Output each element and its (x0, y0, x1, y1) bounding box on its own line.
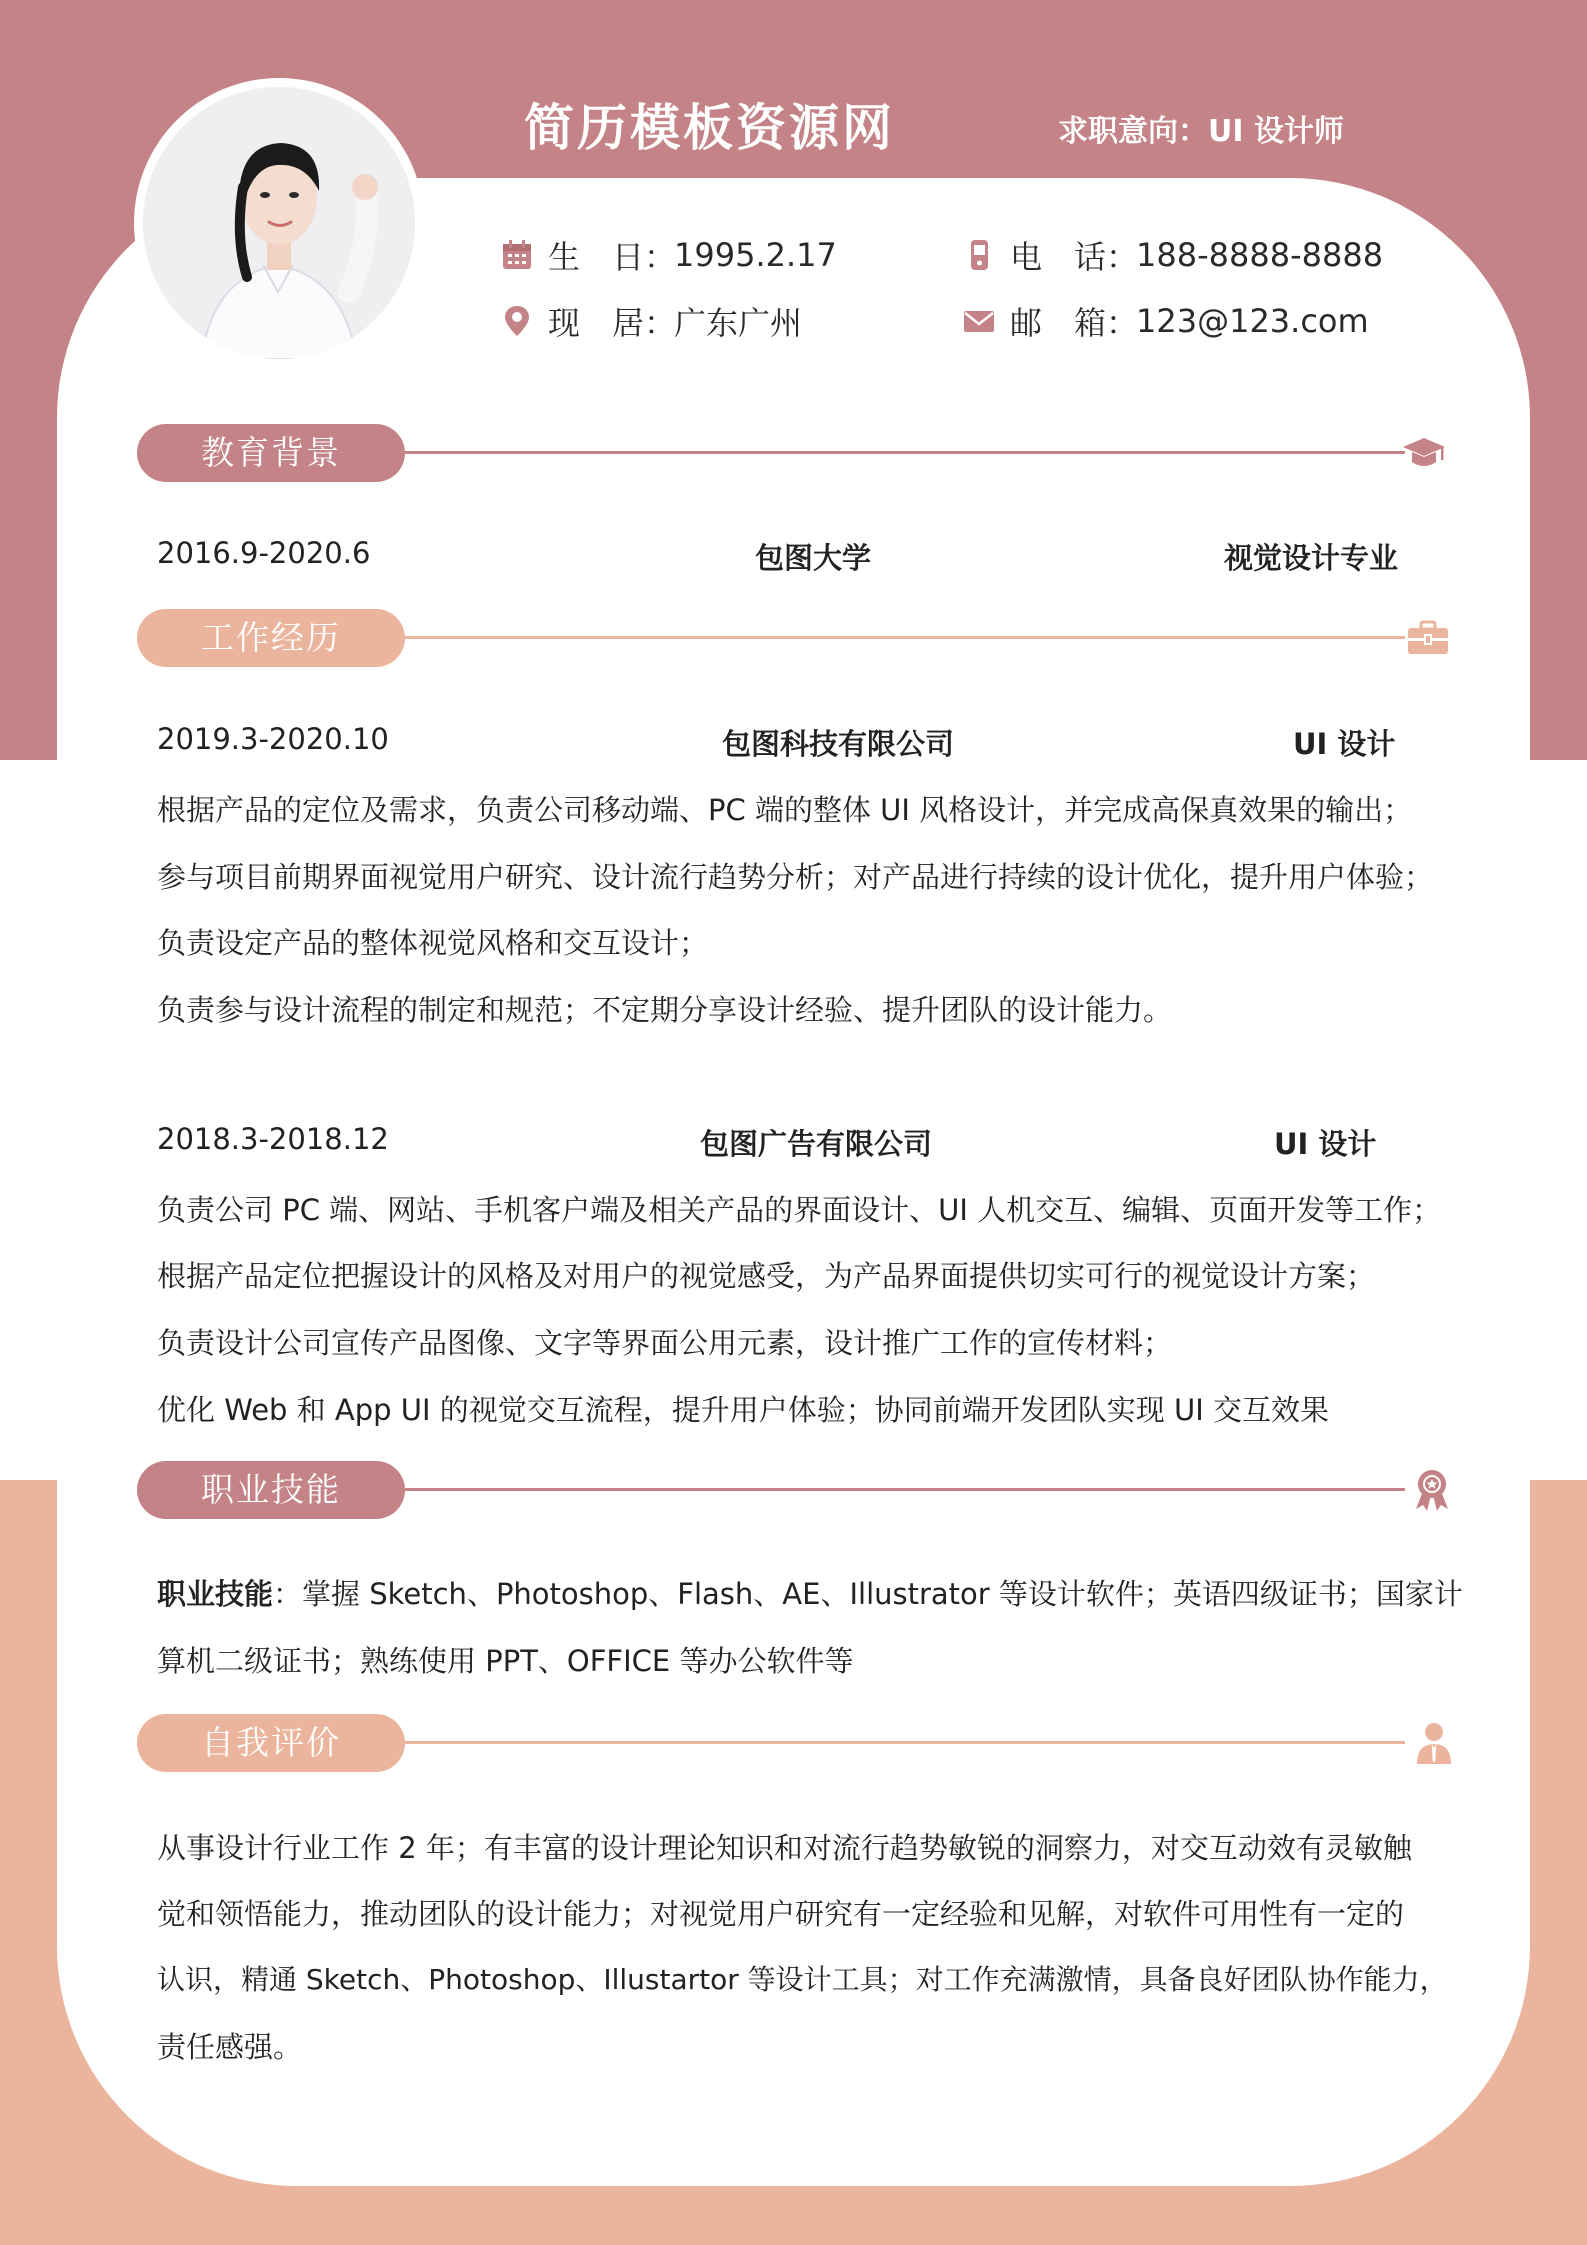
calendar-icon (500, 238, 534, 272)
self-evaluation-line: 责任感强。 (157, 2030, 303, 2064)
phone-row (962, 232, 1383, 278)
skills-text: ：掌握 Sketch、Photoshop、Flash、AE、Illustrator 等设计软件；英语四级证书；国家计 (273, 1577, 1463, 1611)
job-2-duty: 优化 Web 和 App UI 的视觉交互流程，提升用户体验；协同前端开发团队实现 UI 交互效果 (157, 1393, 1329, 1427)
resume-title: 简历模板资源网 (524, 99, 895, 157)
self-evaluation-line: 从事设计行业工作 2 年；有丰富的设计理论知识和对流行趋势敏锐的洞察力，对交互动效有灵敏触 (157, 1831, 1412, 1865)
divider-line (405, 1741, 1405, 1744)
phone-label: 电 话： (1010, 238, 1139, 276)
divider-line (405, 1488, 1405, 1491)
job-2-company: 包图广告有限公司 (700, 1127, 933, 1161)
education-date: 2016.9-2020.6 (157, 536, 371, 570)
job-2-duty: 负责公司 PC 端、网站、手机客户端及相关产品的界面设计、UI 人机交互、编辑、页面开发等工作； (157, 1193, 1442, 1227)
birthday-value: 1995.2.17 (674, 236, 837, 274)
job-target: 求职意向：UI 设计师 (1058, 114, 1344, 149)
person-icon (1411, 1720, 1457, 1766)
graduation-cap-icon (1401, 430, 1447, 476)
birthday-label: 生 日： (548, 238, 677, 276)
residence-label: 现 居： (548, 304, 677, 342)
section-title-self: 自我评价 (137, 1714, 405, 1772)
job-1-company: 包图科技有限公司 (722, 727, 955, 761)
self-evaluation-line: 觉和领悟能力，推动团队的设计能力；对视觉用户研究有一定经验和见解，对软件可用性有一定的 (157, 1897, 1405, 1931)
email-label: 邮 箱： (1010, 304, 1139, 342)
residence-value: 广东广州 (674, 304, 803, 342)
email-row (962, 298, 1369, 344)
envelope-icon (962, 304, 996, 338)
award-ribbon-icon (1409, 1467, 1455, 1513)
job-1-date: 2019.3-2020.10 (157, 722, 389, 756)
job-1-duty: 参与项目前期界面视觉用户研究、设计流行趋势分析；对产品进行持续的设计优化，提升用户体验； (157, 860, 1434, 894)
divider-line (405, 451, 1405, 454)
education-major: 视觉设计专业 (1224, 541, 1399, 575)
job-1-duty: 负责设定产品的整体视觉风格和交互设计； (157, 926, 709, 960)
phone-value: 188-8888-8888 (1136, 236, 1384, 274)
section-title-skills: 职业技能 (137, 1461, 405, 1519)
email-value: 123@123.com (1136, 302, 1369, 340)
skills-line (157, 1572, 1463, 1613)
job-2-date: 2018.3-2018.12 (157, 1122, 389, 1156)
job-1-duty: 负责参与设计流程的制定和规范；不定期分享设计经验、提升团队的设计能力。 (157, 993, 1173, 1027)
job-1-role: UI 设计 (1293, 727, 1396, 761)
skills-label: 职业技能 (157, 1577, 274, 1611)
avatar (143, 87, 415, 359)
job-1-duty: 根据产品的定位及需求，负责公司移动端、PC 端的整体 UI 风格设计，并完成高保真效果的输出； (157, 793, 1413, 827)
birthday-row (500, 232, 837, 278)
job-2-duty: 负责设计公司宣传产品图像、文字等界面公用元素，设计推广工作的宣传材料； (157, 1326, 1173, 1360)
section-title-education: 教育背景 (137, 424, 405, 482)
self-evaluation-line: 认识，精通 Sketch、Photoshop、Illustartor 等设计工具；对工作充满激情，具备良好团队协作能力， (157, 1963, 1448, 1996)
residence-row (500, 298, 802, 344)
section-title-work: 工作经历 (137, 609, 405, 667)
skills-line: 算机二级证书；熟练使用 PPT、OFFICE 等办公软件等 (157, 1644, 854, 1678)
location-pin-icon (500, 304, 534, 338)
phone-icon (962, 238, 996, 272)
job-2-duty: 根据产品定位把握设计的风格及对用户的视觉感受，为产品界面提供切实可行的视觉设计方案； (157, 1259, 1376, 1293)
briefcase-icon (1405, 616, 1451, 662)
job-2-role: UI 设计 (1274, 1127, 1377, 1161)
education-school: 包图大学 (755, 541, 872, 575)
divider-line (405, 636, 1405, 639)
